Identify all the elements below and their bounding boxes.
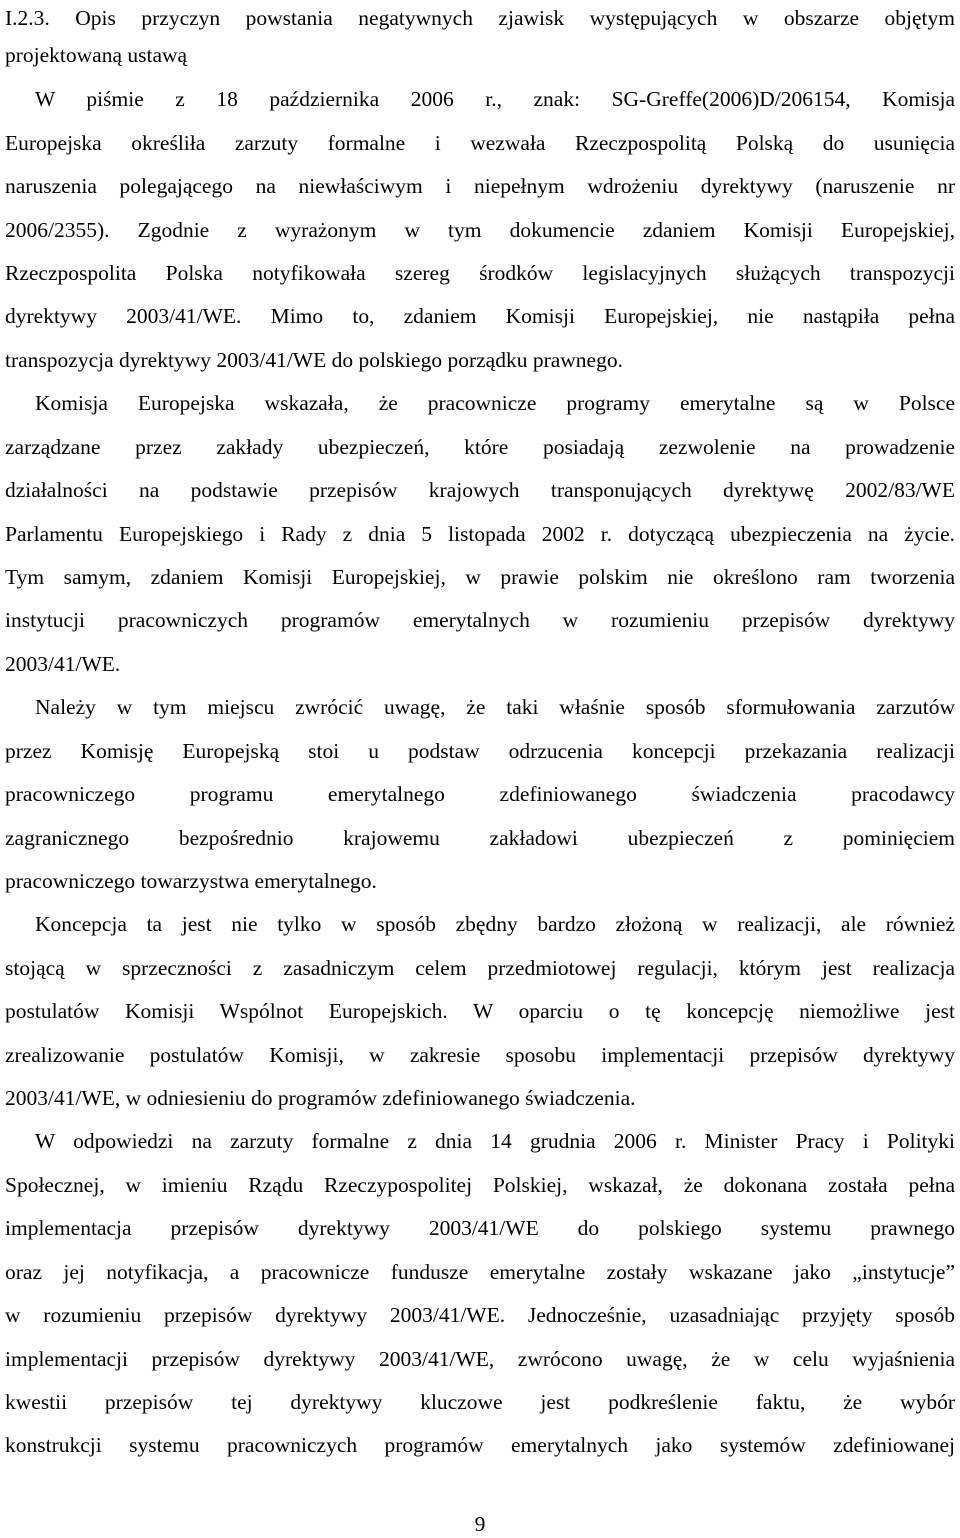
paragraph-line: Koncepcja ta jest nie tylko w sposób zbędny bardzo złożoną w realizacji, ale również bbox=[35, 912, 955, 936]
paragraph-line: oraz jej notyfikacja, a pracownicze fundusze emerytalne zostały wskazane jako „instytucje” bbox=[5, 1260, 955, 1284]
paragraph-line: pracowniczego programu emerytalnego zdefiniowanego świadczenia pracodawcy bbox=[5, 782, 955, 806]
section-heading-line-2: projektowaną ustawą bbox=[5, 43, 188, 67]
paragraph-line: działalności na podstawie przepisów krajowych transponujących dyrektywę 2002/83/WE bbox=[5, 478, 955, 502]
paragraph-line: implementacji przepisów dyrektywy 2003/41/WE, zwrócono uwagę, że w celu wyjaśnienia bbox=[5, 1347, 955, 1371]
paragraph-line: implementacja przepisów dyrektywy 2003/41/WE do polskiego systemu prawnego bbox=[5, 1216, 955, 1240]
paragraph-line: naruszenia polegającego na niewłaściwym i niepełnym wdrożeniu dyrektywy (naruszenie nr bbox=[5, 174, 955, 198]
paragraph-line: dyrektywy 2003/41/WE. Mimo to, zdaniem Komisji Europejskiej, nie nastąpiła pełna bbox=[5, 304, 955, 328]
paragraph-line: Tym samym, zdaniem Komisji Europejskiej, w prawie polskim nie określono ram tworzenia bbox=[5, 565, 955, 589]
page-number: 9 bbox=[474, 1512, 486, 1536]
paragraph-line: Europejska określiła zarzuty formalne i wezwała Rzeczpospolitą Polską do usunięcia bbox=[5, 131, 955, 155]
paragraph-line: w rozumieniu przepisów dyrektywy 2003/41/WE. Jednocześnie, uzasadniając przyjęty sposób bbox=[5, 1303, 955, 1327]
paragraph-line: Społecznej, w imieniu Rządu Rzeczypospolitej Polskiej, wskazał, że dokonana została pełna bbox=[5, 1173, 955, 1197]
paragraph-line: instytucji pracowniczych programów emerytalnych w rozumieniu przepisów dyrektywy bbox=[5, 608, 955, 632]
section-heading-line-1: I.2.3. Opis przyczyn powstania negatywnych zjawisk występujących w obszarze objętym bbox=[5, 6, 955, 30]
paragraph-line: kwestii przepisów tej dyrektywy kluczowe jest podkreślenie faktu, że wybór bbox=[5, 1390, 955, 1414]
paragraph-line: przez Komisję Europejską stoi u podstaw odrzucenia koncepcji przekazania realizacji bbox=[5, 739, 955, 763]
paragraph-line: zrealizowanie postulatów Komisji, w zakresie sposobu implementacji przepisów dyrektywy bbox=[5, 1043, 955, 1067]
paragraph-line: 2003/41/WE. bbox=[5, 652, 121, 676]
paragraph-line: Parlamentu Europejskiego i Rady z dnia 5 listopada 2002 r. dotyczącą ubezpieczenia na życie. bbox=[5, 522, 955, 546]
paragraph-line: stojącą w sprzeczności z zasadniczym celem przedmiotowej regulacji, którym jest realizacja bbox=[5, 956, 955, 980]
paragraph-line: zarządzane przez zakłady ubezpieczeń, które posiadają zezwolenie na prowadzenie bbox=[5, 435, 955, 459]
paragraph-line: W piśmie z 18 października 2006 r., znak: SG-Greffe(2006)D/206154, Komisja bbox=[35, 87, 955, 111]
paragraph-line: W odpowiedzi na zarzuty formalne z dnia 14 grudnia 2006 r. Minister Pracy i Polityki bbox=[35, 1129, 955, 1153]
paragraph-line: Komisja Europejska wskazała, że pracownicze programy emerytalne są w Polsce bbox=[35, 391, 955, 415]
paragraph-line: konstrukcji systemu pracowniczych programów emerytalnych jako systemów zdefiniowanej bbox=[5, 1433, 955, 1457]
paragraph-line: 2003/41/WE, w odniesieniu do programów zdefiniowanego świadczenia. bbox=[5, 1086, 636, 1110]
paragraph-line: Należy w tym miejscu zwrócić uwagę, że taki właśnie sposób sformułowania zarzutów bbox=[35, 695, 955, 719]
paragraph-line: zagranicznego bezpośrednio krajowemu zakładowi ubezpieczeń z pominięciem bbox=[5, 826, 955, 850]
paragraph-line: postulatów Komisji Wspólnot Europejskich. W oparciu o tę koncepcję niemożliwe jest bbox=[5, 999, 955, 1023]
paragraph-line: transpozycja dyrektywy 2003/41/WE do polskiego porządku prawnego. bbox=[5, 348, 623, 372]
paragraph-line: pracowniczego towarzystwa emerytalnego. bbox=[5, 869, 377, 893]
paragraph-line: Rzeczpospolita Polska notyfikowała szereg środków legislacyjnych służących transpozycji bbox=[5, 261, 955, 285]
paragraph-line: 2006/2355). Zgodnie z wyrażonym w tym dokumencie zdaniem Komisji Europejskiej, bbox=[5, 218, 955, 242]
